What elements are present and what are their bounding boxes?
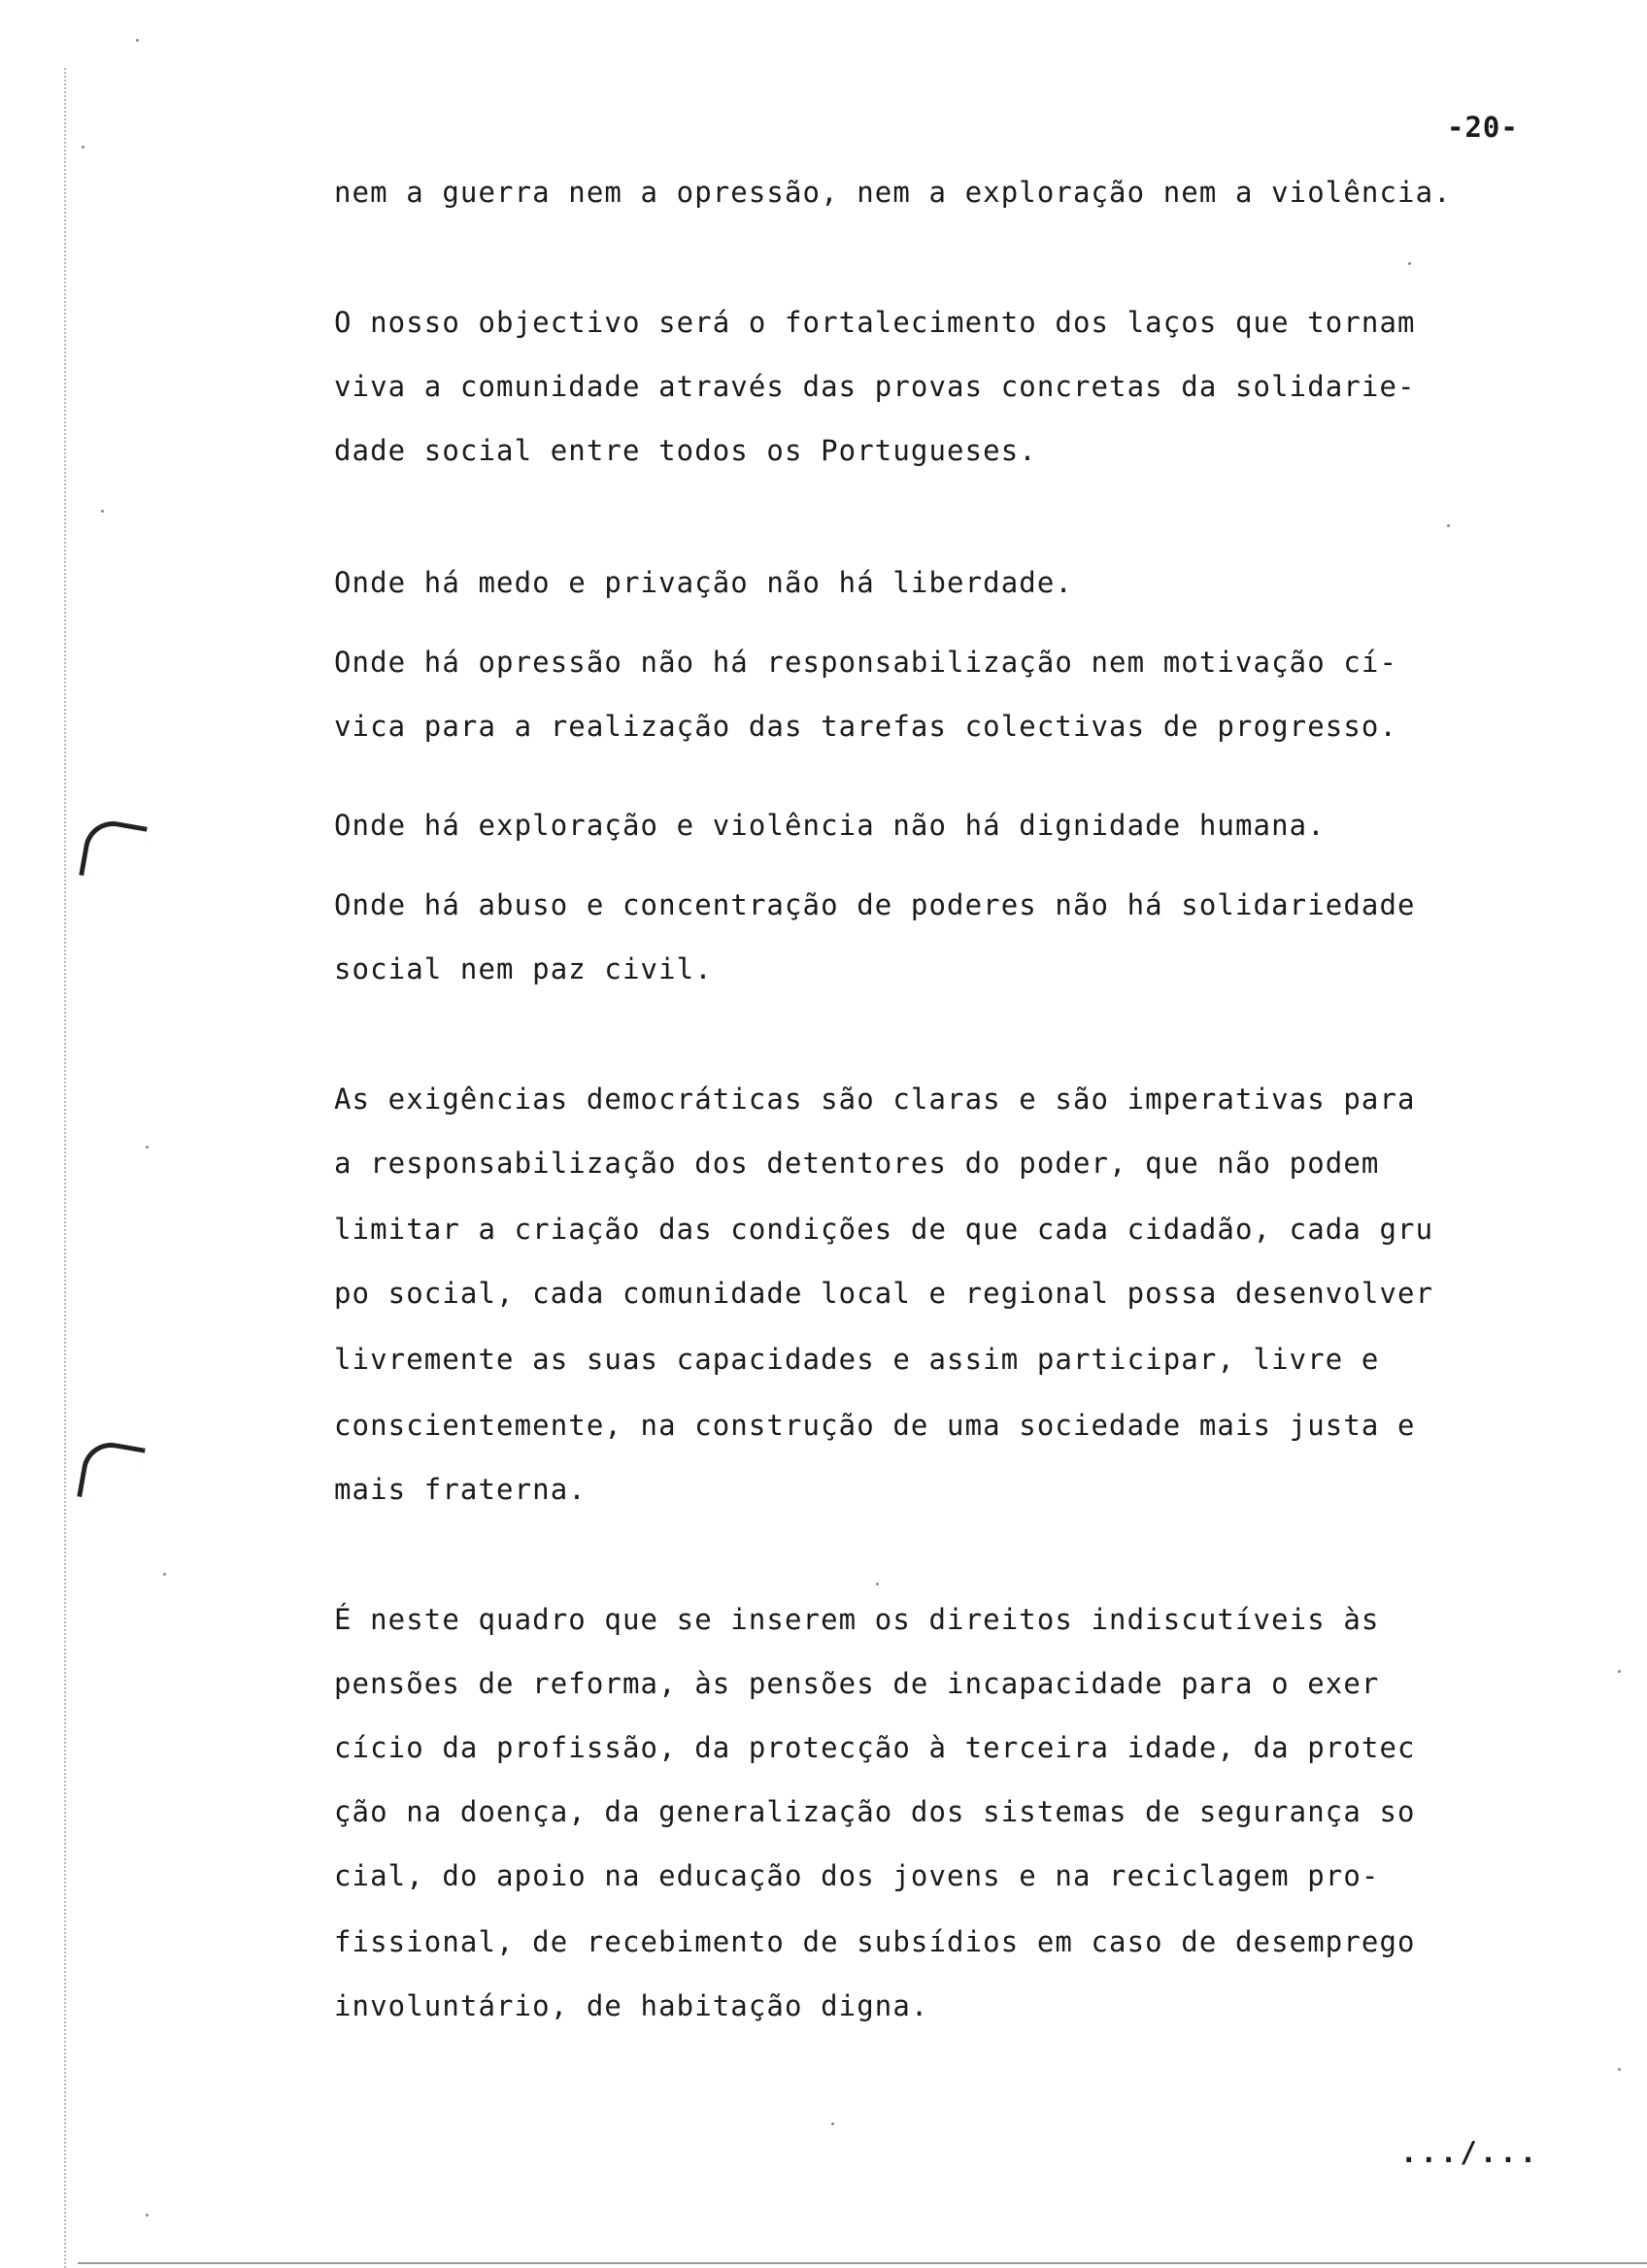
text-line: viva a comunidade através das provas concretas da solidarie- [334,370,1416,403]
text-line: ção na doença, da generalização dos sistemas de segurança so [334,1795,1416,1828]
text-line: Onde há abuso e concentração de poderes não há solidariedade [334,888,1416,921]
text-line: Onde há opressão não há responsabilização nem motivação cí- [334,646,1398,679]
scan-speck [831,2122,834,2125]
text-line: Onde há exploração e violência não há dignidade humana. [334,809,1326,842]
bottom-edge-line [78,2262,1647,2264]
text-line: O nosso objectivo será o fortalecimento dos laços que tornam [334,306,1416,339]
binder-hole-mark [77,1438,146,1507]
scan-speck [146,1146,149,1149]
binder-hole-mark [79,817,148,885]
text-line: cial, do apoio na educação dos jovens e na reciclagem pro- [334,1859,1380,1892]
scan-speck [1447,524,1450,527]
page-number: -20- [1447,111,1519,144]
text-line: conscientemente, na construção de uma sociedade mais justa e [334,1409,1416,1442]
text-line: pensões de reforma, às pensões de incapacidade para o exer [334,1667,1380,1700]
text-line: livremente as suas capacidades e assim participar, livre e [334,1343,1380,1376]
scan-speck [1618,1670,1621,1673]
text-line: involuntário, de habitação digna. [334,1989,929,2022]
continuation-mark: .../... [1400,2136,1540,2169]
text-line: É neste quadro que se inserem os direitos indiscutíveis às [334,1603,1380,1636]
scan-speck [1618,2068,1621,2071]
text-line: As exigências democráticas são claras e são imperativas para [334,1083,1416,1116]
text-line: social nem paz civil. [334,952,713,985]
text-line: limitar a criação das condições de que cada cidadão, cada gru [334,1213,1434,1246]
scan-speck [82,146,84,149]
text-line: vica para a realização das tarefas colectivas de progresso. [334,710,1398,743]
scan-speck [1408,262,1411,265]
text-line: fissional, de recebimento de subsídios em caso de desemprego [334,1925,1416,1958]
text-line: po social, cada comunidade local e regional possa desenvolver [334,1277,1434,1310]
text-line: mais fraterna. [334,1473,587,1506]
scan-speck [163,1573,166,1576]
scan-speck [876,1583,879,1585]
scan-speck [136,39,139,42]
text-line: nem a guerra nem a opressão, nem a exploração nem a violência. [334,176,1452,209]
text-line: cício da profissão, da protecção à terceira idade, da protec [334,1731,1416,1764]
margin-dotted-line [64,68,66,2268]
text-line: Onde há medo e privação não há liberdade. [334,566,1073,599]
scan-speck [101,510,104,513]
scan-speck [146,2214,149,2217]
text-line: dade social entre todos os Portugueses. [334,434,1037,467]
text-line: a responsabilização dos detentores do poder, que não podem [334,1147,1380,1180]
